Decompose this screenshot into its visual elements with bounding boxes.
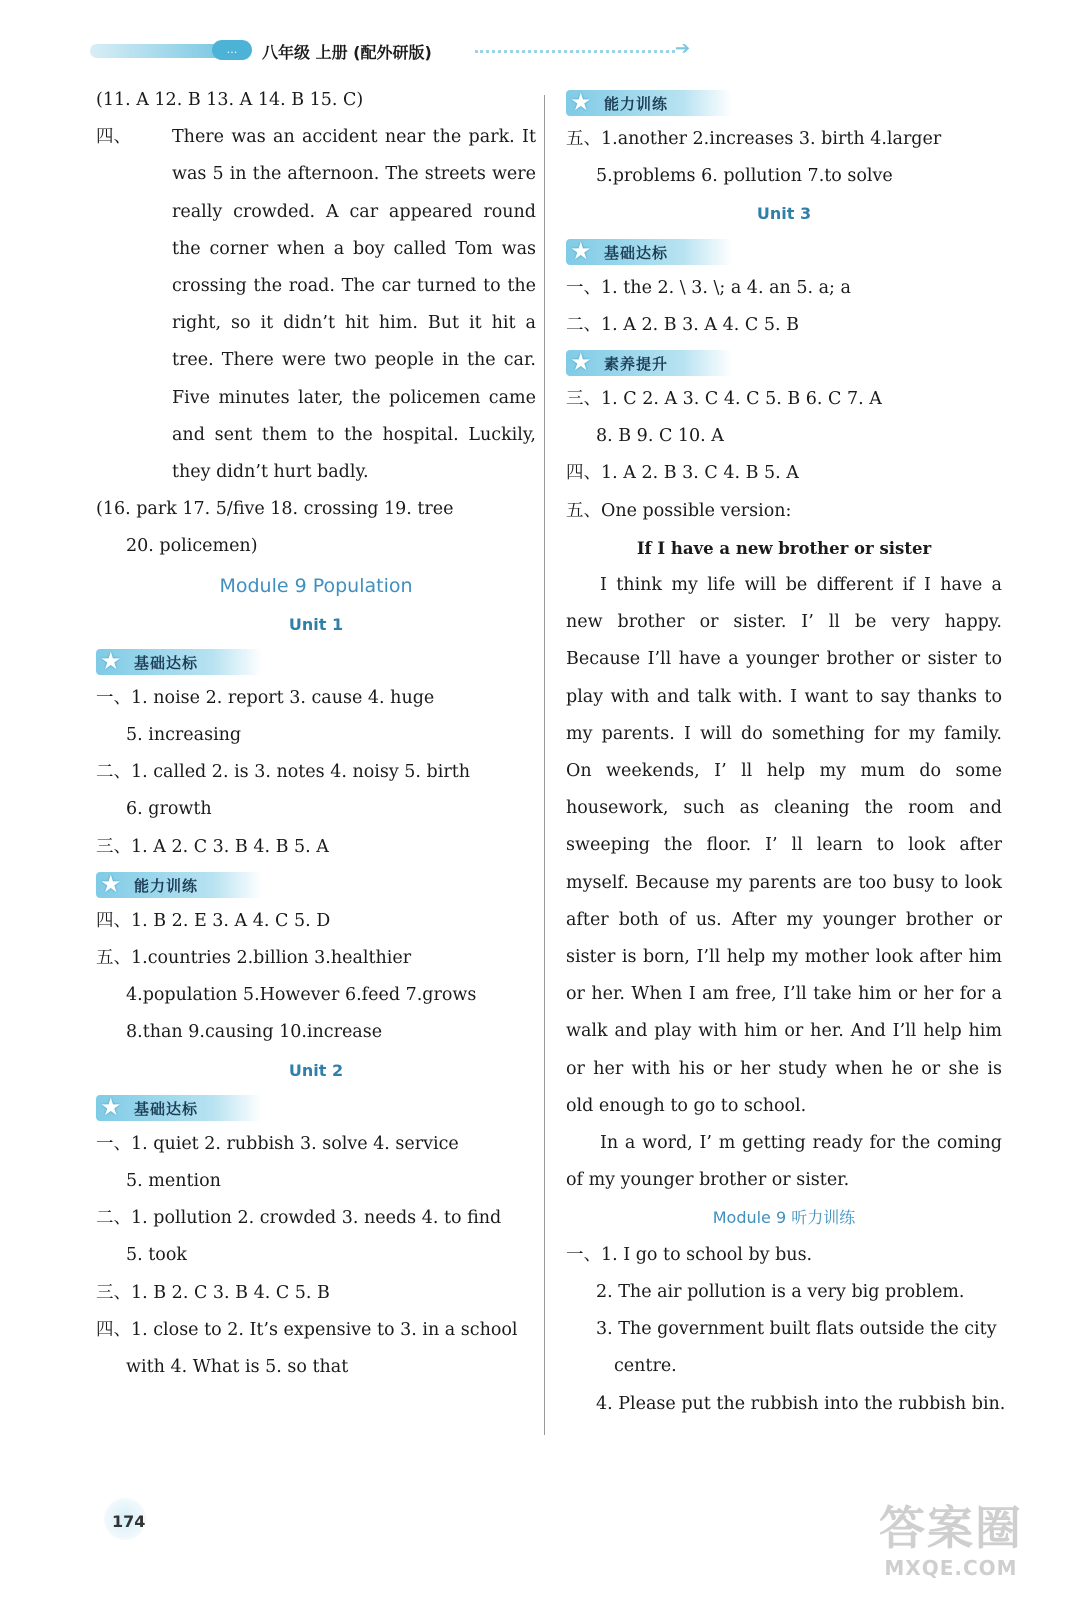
- answer-line: (11. A 12. B 13. A 14. B 15. C): [96, 90, 364, 110]
- star-icon: ★: [100, 646, 122, 675]
- answer-line: (16. park 17. 5/five 18. crossing 19. tree: [96, 499, 454, 520]
- header-title: 八年级 上册 (配外研版): [262, 43, 432, 62]
- answer-line: 8. B 9. C 10. A: [596, 426, 724, 447]
- answer-line: 一、1. noise 2. report 3. cause 4. huge: [96, 687, 435, 708]
- banner-label: 基础达标: [134, 1099, 199, 1118]
- left-column: [96, 82, 536, 1386]
- answer-line: 4.population 5.However 6.feed 7.grows: [126, 985, 477, 1006]
- answer-line: 二、1. A 2. B 3. A 4. C 5. B: [566, 314, 799, 335]
- answer-line: 3. The government built flats outside the city: [596, 1319, 997, 1340]
- listening-title: Module 9 听力训练: [712, 1208, 856, 1228]
- answer-line: 二、1. pollution 2. crowded 3. needs 4. to find: [96, 1208, 502, 1229]
- answer-line: 五、One possible version:: [566, 500, 792, 521]
- answer-line: 5. took: [126, 1245, 187, 1266]
- answer-line: 5. mention: [126, 1171, 221, 1192]
- answer-line: 5.problems 6. pollution 7.to solve: [596, 166, 893, 187]
- section-banner: [566, 90, 732, 116]
- answer-line: 一、1. I go to school by bus.: [566, 1244, 813, 1265]
- answer-line: 五、1.another 2.increases 3. birth 4.larger: [566, 129, 942, 149]
- answer-line: 四、1. A 2. B 3. C 4. B 5. A: [566, 463, 799, 484]
- unit-title: Unit 3: [756, 204, 812, 224]
- answer-line: 8.than 9.causing 10.increase: [126, 1022, 383, 1043]
- unit-title: Unit 1: [288, 614, 344, 634]
- banner-label: 基础达标: [604, 243, 669, 262]
- answer-line: 一、1. quiet 2. rubbish 3. solve 4. service: [96, 1133, 459, 1154]
- answer-line: 四、1. close to 2. It’s expensive to 3. in a school: [96, 1319, 518, 1340]
- answer-line: 四、1. B 2. E 3. A 4. C 5. D: [96, 910, 331, 931]
- unit-title: Unit 2: [288, 1060, 344, 1080]
- column-divider: [544, 95, 545, 1435]
- answer-line: 20. policemen): [126, 536, 258, 557]
- arrow-icon: ➔: [675, 38, 691, 59]
- section-banner: [96, 1092, 262, 1121]
- banner-label: 能力训练: [134, 876, 199, 895]
- section-banner: [566, 350, 732, 376]
- star-icon: ★: [570, 236, 592, 265]
- banner-label: 基础达标: [134, 653, 199, 672]
- star-icon: ★: [570, 88, 592, 116]
- section-banner: [566, 236, 732, 265]
- essay-paragraph: I think my life will be different if I have a new brother or sister. I’ ll be very happy. Because I’ll have a younger brother or sister to play with and talk with. I want to say thanks to my parents. I will do something for my family. On weekends, I’ ll help my mum do some housework, such as cleaning the room and sweeping the floor. I’ ll learn to look after myself. Because my parents are too busy to look after both of us. After my younger brother or sister is born, I’ll help my mother look after him or her. When I am free, I’ll take him or her for a walk and play with him or her. And I’ll help him or her with his or her study when he or she is old enough to go to school.: [566, 575, 1002, 1116]
- answer-line: 一、1. the 2. \ 3. \; a 4. an 5. a; a: [566, 277, 851, 298]
- banner-label: 能力训练: [604, 95, 669, 113]
- essay-paragraph: In a word, I’ m getting ready for the coming of my younger brother or sister.: [566, 1133, 1002, 1191]
- answer-line: 三、1. A 2. C 3. B 4. B 5. A: [96, 836, 329, 857]
- answer-line: 4. Please put the rubbish into the rubbish bin.: [596, 1393, 1006, 1414]
- essay-title: If I have a new brother or sister: [636, 538, 932, 558]
- star-icon: ★: [100, 869, 122, 898]
- page-header: [90, 38, 710, 68]
- passage-text: There was an accident near the park. It was 5 in the afternoon. The streets were really crowded. A car appeared round the corner when a boy called Tom was crossing the road. The car turned to the right, so it didn’t hit him. But it hit a tree. There were two people in the car. Five minutes later, the policemen came and sent them to the hospital. Luckily, they didn’t hurt badly.: [172, 127, 536, 483]
- watermark-url: MXQE.COM: [884, 1556, 1018, 1580]
- answer-line: centre.: [614, 1356, 677, 1377]
- answer-line: 6. growth: [126, 799, 212, 820]
- section-banner: [96, 646, 262, 675]
- answer-line: 三、1. C 2. A 3. C 4. C 5. B 6. C 7. A: [566, 389, 882, 410]
- page-number: 174: [112, 1512, 146, 1531]
- star-icon: ★: [570, 348, 592, 377]
- header-dotted-line: [475, 50, 675, 53]
- star-icon: ★: [100, 1092, 122, 1121]
- section-number: 四、: [96, 127, 131, 148]
- passage: [96, 119, 536, 491]
- answer-line: 二、1. called 2. is 3. notes 4. noisy 5. birth: [96, 762, 471, 783]
- section-banner: [96, 869, 262, 898]
- answer-line: 三、1. B 2. C 3. B 4. C 5. B: [96, 1282, 330, 1303]
- module-title: Module 9 Population: [219, 574, 413, 597]
- watermark-text: 答案圈: [879, 1501, 1023, 1555]
- banner-label: 素养提升: [604, 355, 669, 374]
- answer-line: 5. increasing: [126, 725, 242, 746]
- answer-line: 五、1.countries 2.billion 3.healthier: [96, 948, 412, 969]
- header-logo: …: [212, 40, 252, 60]
- watermark: [876, 1500, 1026, 1590]
- answer-line: with 4. What is 5. so that: [126, 1357, 349, 1378]
- right-column: [566, 82, 1006, 1423]
- answer-line: 2. The air pollution is a very big problem.: [596, 1281, 965, 1302]
